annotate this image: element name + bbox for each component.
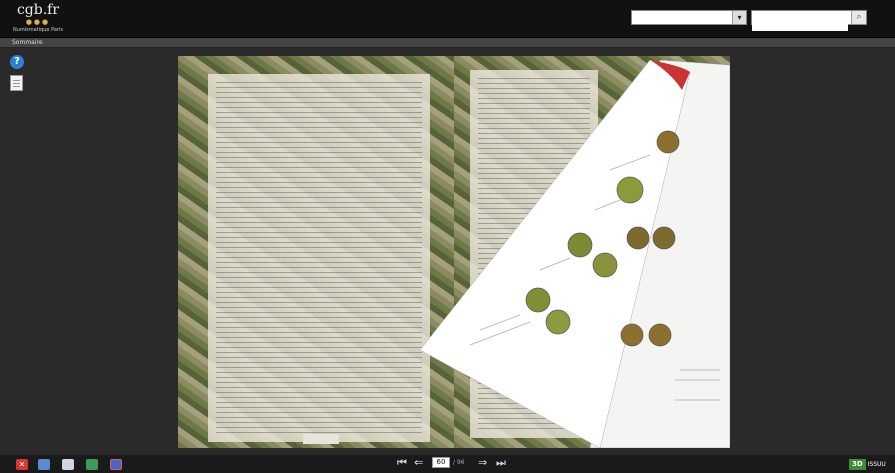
brand-logo[interactable] (849, 459, 886, 470)
header-bar (0, 0, 895, 38)
coins-icon: ●●● (25, 18, 51, 26)
brand-badge: 3D (849, 459, 866, 470)
logo-tagline: Numismatique Paris (13, 27, 63, 33)
share-icon[interactable] (38, 459, 50, 470)
catalog-select[interactable] (631, 10, 747, 25)
search-input[interactable] (752, 18, 848, 31)
cgb-logo[interactable] (10, 2, 66, 36)
logo-name: cgb.fr (16, 2, 60, 18)
page-number-input[interactable]: 60 (432, 457, 450, 468)
last-page-button[interactable]: ⏭ (496, 456, 506, 469)
link-icon[interactable] (110, 459, 122, 470)
text-panel (208, 74, 430, 442)
mail-icon[interactable] (62, 459, 74, 470)
page-number-tab (303, 434, 339, 444)
text-lines (216, 82, 422, 434)
page-total: / 96 (453, 459, 465, 466)
search-icon[interactable]: ⌕ (851, 11, 866, 24)
next-page-button[interactable]: ⇒ (478, 456, 488, 469)
prev-page-button[interactable]: ⇐ (414, 456, 424, 469)
page-curl[interactable] (420, 60, 730, 448)
brand-text: ISSUU (867, 461, 886, 468)
search-box (751, 10, 867, 25)
save-icon[interactable] (86, 459, 98, 470)
document-icon[interactable] (10, 75, 23, 91)
chevron-down-icon[interactable]: ▾ (732, 11, 746, 24)
menu-bar (0, 38, 895, 48)
menu-sommaire[interactable]: Sommaire (12, 39, 43, 46)
side-tools (10, 55, 28, 91)
page-left[interactable] (178, 56, 454, 448)
close-icon[interactable]: ✕ (16, 459, 28, 470)
help-icon[interactable]: ? (10, 55, 24, 69)
first-page-button[interactable]: ⏮ (397, 456, 407, 469)
